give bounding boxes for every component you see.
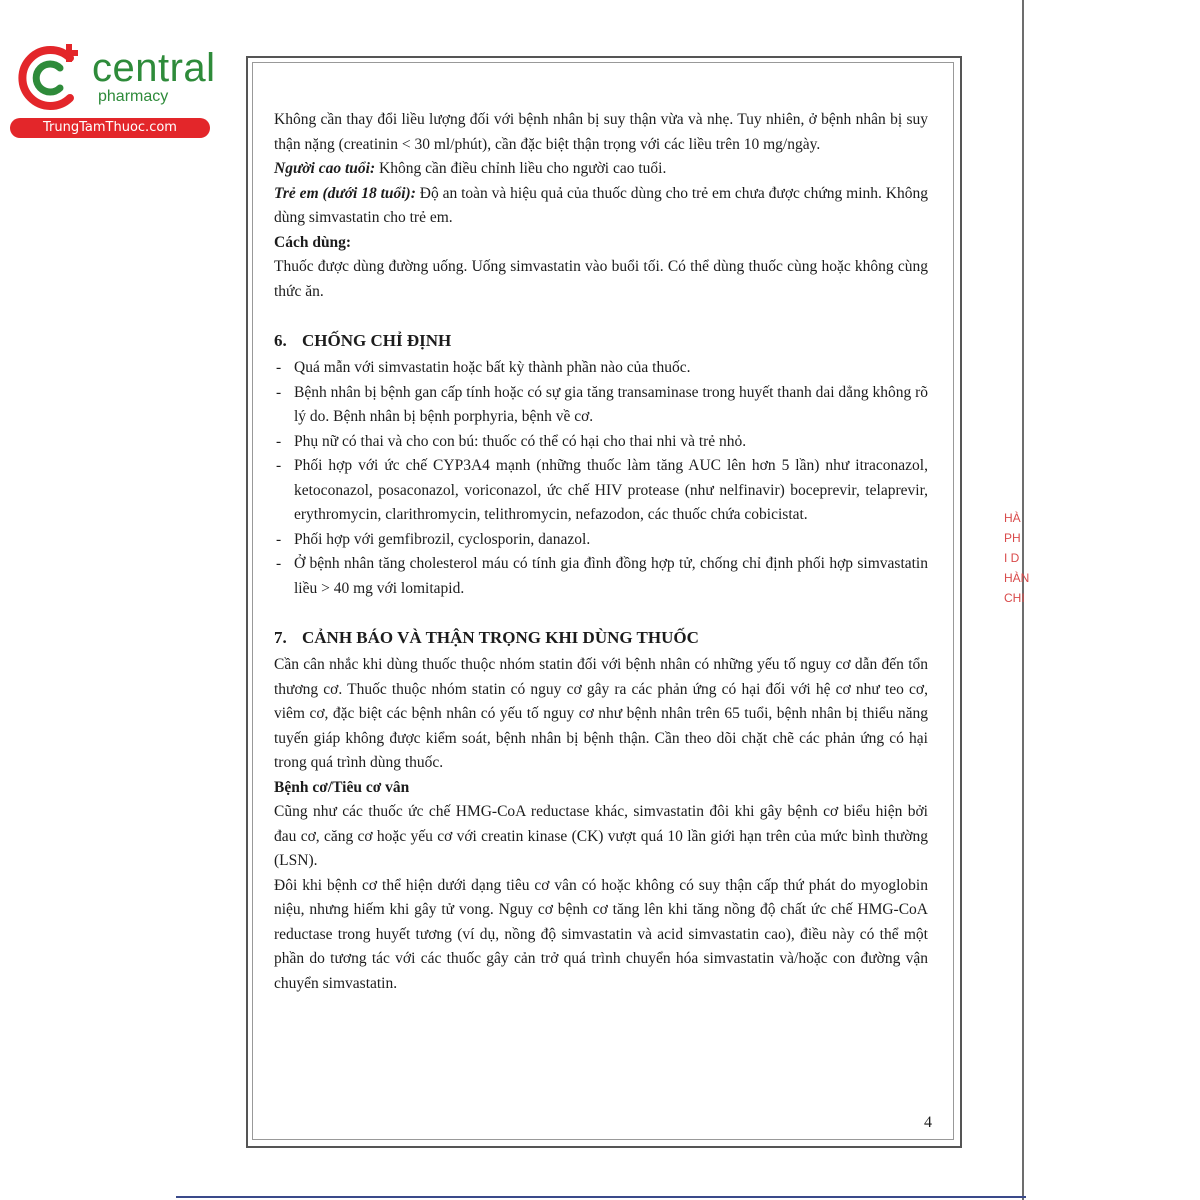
section-6-number: 6. [274, 331, 287, 350]
list-item: - Bệnh nhân bị bệnh gan cấp tính hoặc có sự gia tăng transaminase trong huyết thanh dai dẳng không rõ lý do. Bệnh nhân bị bệnh porphyria, bệnh về cơ. [274, 381, 928, 430]
logo-brand-text: central [92, 46, 216, 90]
elderly-text: Không cần điều chỉnh liều cho người cao tuổi. [375, 160, 667, 177]
logo-site-url: TrungTamThuoc.com [10, 118, 210, 138]
list-item: - Phụ nữ có thai và cho con bú: thuốc có thể có hại cho thai nhi và trẻ nhỏ. [274, 430, 928, 455]
renal-dosing-paragraph: Không cần thay đổi liều lượng đối với bệnh nhân bị suy thận vừa và nhẹ. Tuy nhiên, ở bệnh nhân bị suy thận nặng (creatinin < 30 ml/phút), cần đặc biệt thận trọng với các liều trên 10 mg/ngày. [274, 111, 928, 153]
section-7-heading [274, 623, 928, 653]
list-item: - Quá mẫn với simvastatin hoặc bất kỳ thành phần nào của thuốc. [274, 356, 928, 381]
document-body [274, 108, 928, 996]
contraindications-list [274, 356, 928, 601]
elderly-label: Người cao tuổi: [274, 160, 376, 177]
stamp-line: HÀN [1004, 571, 1030, 585]
list-item: - Phối hợp với gemfibrozil, cyclosporin, danazol. [274, 528, 928, 553]
usage-heading: Cách dùng: [274, 233, 352, 251]
section-7-title: CẢNH BÁO VÀ THẬN TRỌNG KHI DÙNG THUỐC [302, 628, 699, 647]
stamp-line: PH [1004, 531, 1021, 545]
red-stamp-fragment [1004, 508, 1030, 658]
list-item: - Phối hợp với ức chế CYP3A4 mạnh (những thuốc làm tăng AUC lên hơn 5 lần) như itraconazol, ketoconazol, posaconazol, voriconazol, ức chế HIV protease (như nelfinavir) boceprevir, telaprevir, erythromycin, clarithromycin, telithromycin, nefazodon, các thuốc chứa cobicistat. [274, 454, 928, 528]
logo-subtitle: pharmacy [98, 88, 169, 105]
logo-mark-icon [8, 36, 92, 120]
section-6-heading [274, 326, 928, 356]
elderly-paragraph [274, 157, 928, 182]
myopathy-subheading: Bệnh cơ/Tiêu cơ vân [274, 778, 410, 796]
warnings-paragraph: Cần cân nhắc khi dùng thuốc thuộc nhóm statin đối với bệnh nhân có những yếu tố nguy cơ dẫn đến tổn thương cơ. Thuốc thuộc nhóm statin có nguy cơ gây ra các phản ứng có hại đối với hệ cơ như teo cơ, viêm cơ, đặc biệt các bệnh nhân có yếu tố nguy cơ như bệnh nhân trên 65 tuổi, bệnh nhân bị thiểu năng tuyến giáp không được kiểm soát, bệnh nhân bị bệnh thận. Cần theo dõi chặt chẽ các phản ứng có hại trong quá trình dùng thuốc. [274, 656, 928, 771]
myopathy-paragraph-2: Đôi khi bệnh cơ thể hiện dưới dạng tiêu cơ vân có hoặc không có suy thận cấp thứ phát do myoglobin niệu, nhưng hiếm khi gây tử vong. Nguy cơ bệnh cơ tăng lên khi tăng nồng độ chất ức chế HMG-CoA reductase trong huyết tương (ví dụ, nồng độ simvastatin và acid simvastatin cao), điều này có thể một phần do tương tác với các thuốc gây cản trở quá trình chuyển hóa simvastatin và/hoặc con đường vận chuyển simvastatin. [274, 876, 928, 992]
children-text: Độ an toàn và hiệu quả của thuốc dùng cho trẻ em chưa được chứng minh. Không dùng simvastatin cho trẻ em. [274, 184, 928, 226]
usage-text: Thuốc được dùng đường uống. Uống simvastatin vào buổi tối. Có thể dùng thuốc cùng hoặc không cùng thức ăn. [274, 258, 928, 300]
section-6-title: CHỐNG CHỈ ĐỊNH [302, 331, 452, 350]
children-label: Trẻ em (dưới 18 tuổi): [274, 184, 416, 202]
section-7-number: 7. [274, 628, 287, 647]
list-item: - Ở bệnh nhân tăng cholesterol máu có tính gia đình đồng hợp tử, chống chỉ định phối hợp simvastatin liều > 40 mg với lomitapid. [274, 552, 928, 601]
scan-bottom-line [176, 1196, 1026, 1198]
children-paragraph [274, 182, 928, 231]
myopathy-paragraph-1: Cũng như các thuốc ức chế HMG-CoA reductase khác, simvastatin đôi khi gây bệnh cơ biểu hiện bởi đau cơ, căng cơ hoặc yếu cơ với creatin kinase (CK) vượt quá 10 lần giới hạn trên của mức bình thường (LSN). [274, 803, 928, 869]
central-pharmacy-logo[interactable] [8, 36, 218, 136]
stamp-line: CHI [1004, 591, 1025, 605]
stamp-line: I D [1004, 551, 1020, 565]
page-number: 4 [924, 1114, 932, 1131]
stamp-line: HÀ [1004, 511, 1021, 525]
